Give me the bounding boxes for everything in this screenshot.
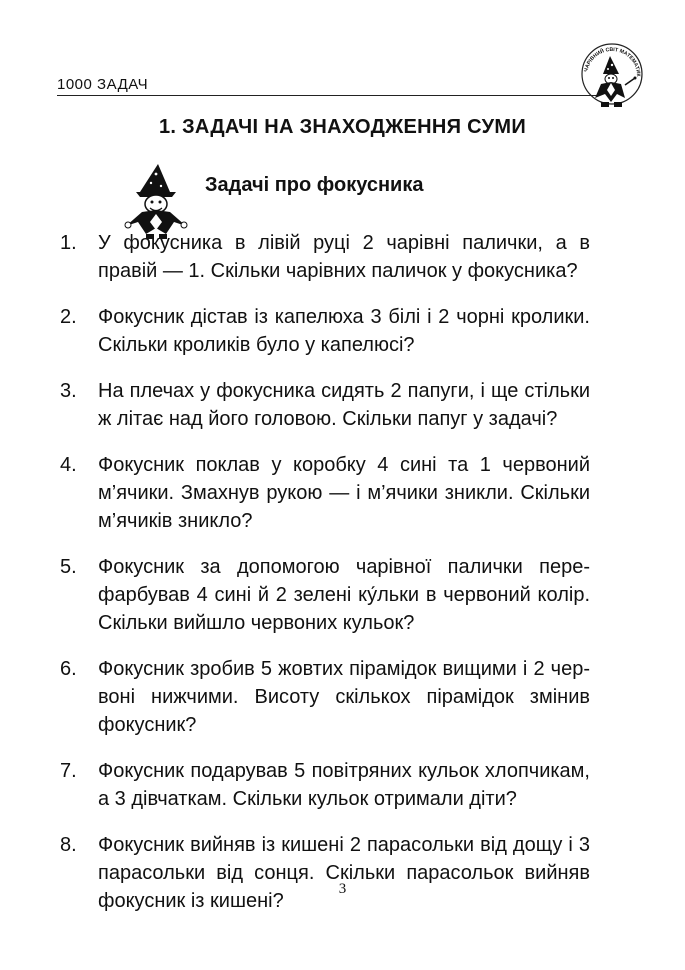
problem-number: 8. [60, 834, 77, 856]
running-header: 1000 ЗАДАЧ [57, 76, 149, 93]
problem-number: 7. [60, 760, 77, 782]
problem-item [60, 451, 590, 535]
problem-text: Фокусник дістав із капелюха 3 білі і 2 чорні кролики. Скільки кроликів було у капелюсі? [98, 306, 590, 356]
problem-text: Фокусник поклав у коробку 4 сині та 1 червоний м’ячики. Змахнув рукою — і м’ячики зникли. Скільки м’ячиків зникло? [98, 454, 590, 532]
problem-item [60, 831, 590, 915]
problem-text: На плечах у фокусника сидять 2 папуги, і ще стільки ж літає над його головою. Скільки папуг у задачі? [98, 380, 590, 430]
problem-number: 5. [60, 556, 77, 578]
problem-text: Фокусник подарував 5 повітряних кульок хлопчикам, а 3 дівчаткам. Скільки кульок отримали діти? [98, 760, 590, 810]
wizard-seal-icon [577, 38, 647, 114]
problem-number: 3. [60, 380, 77, 402]
subsection-title: Задачі про фокусника [205, 174, 424, 196]
page-number: 3 [338, 881, 347, 897]
problem-item [60, 229, 590, 285]
problem-text: У фокусника в лівій руці 2 чарівні палички, а в правій — 1. Скільки чарівних паличок у фокусника? [98, 232, 590, 282]
problem-number: 6. [60, 658, 77, 680]
section-title: 1. ЗАДАЧІ НА ЗНАХОДЖЕННЯ СУМИ [158, 116, 527, 138]
problem-number: 2. [60, 306, 77, 328]
problem-item [60, 553, 590, 637]
problem-item [60, 655, 590, 739]
problem-text: Фокусник за допомогою чарівної палички перефарбував 4 сині й 2 зелені ку́льки в червоний колір. Скільки вийшло червоних кульок? [98, 556, 590, 634]
problem-item [60, 303, 590, 359]
problem-list [60, 229, 590, 933]
problem-text: Фокусник зробив 5 жовтих пірамідок вищими і 2 червоні нижчими. Висоту скількох пірамідок змінив фокусник? [98, 658, 590, 736]
problem-item [60, 757, 590, 813]
header-rule [57, 95, 597, 96]
problem-number: 4. [60, 454, 77, 476]
problem-text: Фокусник вийняв із кишені 2 парасольки від дощу і 3 парасольки від сонця. Скільки парасольок вийняв фокусник із кишені? [98, 834, 590, 912]
problem-item [60, 377, 590, 433]
logo-text: ЧАРІВНИЙ СВІТ МАТЕМАТИК [583, 46, 642, 77]
problem-number: 1. [60, 232, 77, 254]
